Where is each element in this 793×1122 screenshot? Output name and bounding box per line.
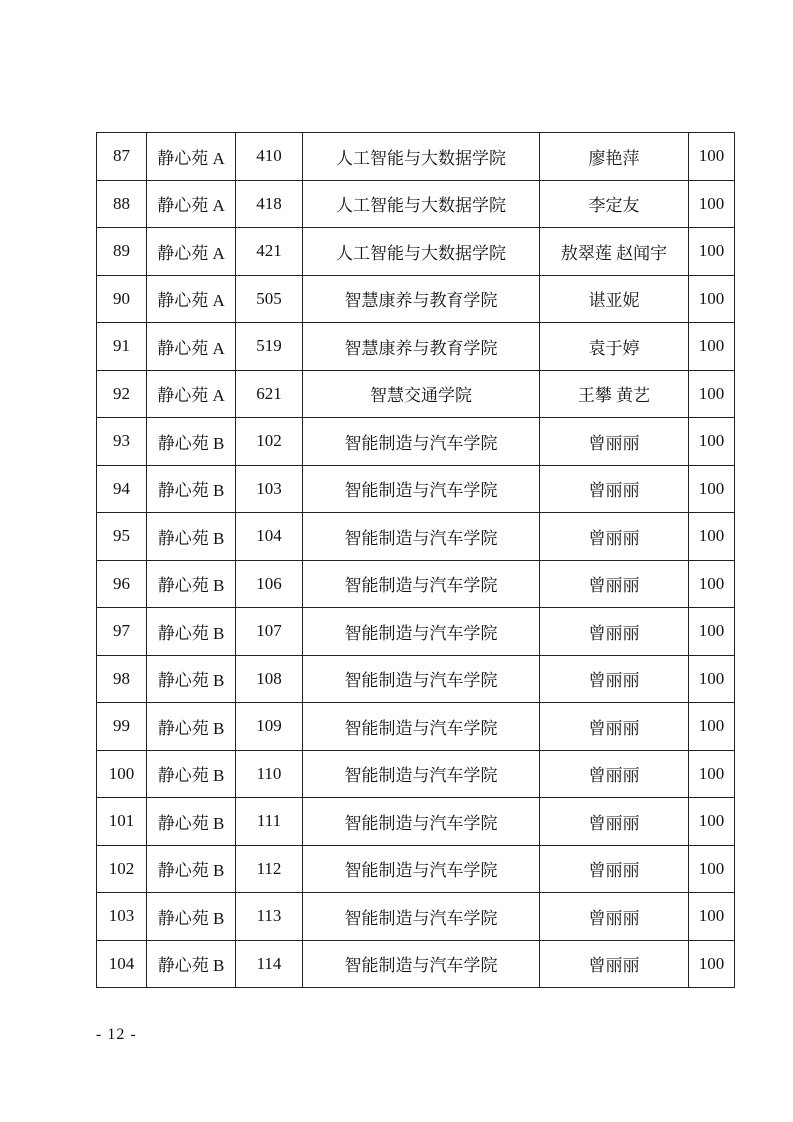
cell-name: 曾丽丽	[540, 750, 689, 798]
cell-index: 103	[97, 893, 147, 941]
cell-building: 静心苑 A	[147, 180, 236, 228]
cell-score: 100	[689, 465, 735, 513]
cell-score: 100	[689, 750, 735, 798]
cell-index: 87	[97, 133, 147, 181]
cell-room: 111	[236, 798, 303, 846]
cell-score: 100	[689, 798, 735, 846]
cell-name: 敖翠莲 赵闻宇	[540, 228, 689, 276]
cell-building: 静心苑 A	[147, 323, 236, 371]
cell-score: 100	[689, 703, 735, 751]
cell-room: 108	[236, 655, 303, 703]
table-row	[97, 750, 735, 798]
cell-index: 104	[97, 940, 147, 988]
cell-score: 100	[689, 275, 735, 323]
table-row	[97, 275, 735, 323]
cell-room: 410	[236, 133, 303, 181]
cell-room: 102	[236, 418, 303, 466]
cell-room: 109	[236, 703, 303, 751]
cell-name: 曾丽丽	[540, 845, 689, 893]
table-row	[97, 798, 735, 846]
cell-score: 100	[689, 845, 735, 893]
cell-score: 100	[689, 180, 735, 228]
cell-college: 智能制造与汽车学院	[303, 893, 540, 941]
cell-college: 智能制造与汽车学院	[303, 703, 540, 751]
cell-score: 100	[689, 893, 735, 941]
table-row	[97, 608, 735, 656]
cell-index: 92	[97, 370, 147, 418]
cell-index: 96	[97, 560, 147, 608]
cell-index: 101	[97, 798, 147, 846]
cell-score: 100	[689, 228, 735, 276]
cell-score: 100	[689, 370, 735, 418]
cell-building: 静心苑 B	[147, 703, 236, 751]
cell-room: 113	[236, 893, 303, 941]
cell-index: 94	[97, 465, 147, 513]
table-row	[97, 370, 735, 418]
cell-college: 人工智能与大数据学院	[303, 180, 540, 228]
cell-score: 100	[689, 323, 735, 371]
cell-college: 智慧康养与教育学院	[303, 275, 540, 323]
table-row	[97, 513, 735, 561]
cell-building: 静心苑 B	[147, 798, 236, 846]
cell-college: 智慧康养与教育学院	[303, 323, 540, 371]
cell-name: 曾丽丽	[540, 513, 689, 561]
cell-building: 静心苑 B	[147, 750, 236, 798]
cell-name: 王攀 黄艺	[540, 370, 689, 418]
table-body	[97, 133, 735, 988]
cell-index: 100	[97, 750, 147, 798]
cell-college: 智慧交通学院	[303, 370, 540, 418]
cell-college: 人工智能与大数据学院	[303, 133, 540, 181]
cell-college: 智能制造与汽车学院	[303, 608, 540, 656]
cell-name: 廖艳萍	[540, 133, 689, 181]
cell-building: 静心苑 B	[147, 893, 236, 941]
cell-index: 91	[97, 323, 147, 371]
table-row	[97, 418, 735, 466]
cell-index: 93	[97, 418, 147, 466]
cell-room: 418	[236, 180, 303, 228]
cell-building: 静心苑 B	[147, 560, 236, 608]
cell-name: 李定友	[540, 180, 689, 228]
cell-name: 曾丽丽	[540, 418, 689, 466]
cell-room: 505	[236, 275, 303, 323]
cell-index: 89	[97, 228, 147, 276]
cell-score: 100	[689, 513, 735, 561]
cell-building: 静心苑 B	[147, 465, 236, 513]
cell-building: 静心苑 A	[147, 228, 236, 276]
cell-building: 静心苑 A	[147, 370, 236, 418]
cell-building: 静心苑 B	[147, 418, 236, 466]
cell-building: 静心苑 B	[147, 513, 236, 561]
table-row	[97, 465, 735, 513]
cell-room: 421	[236, 228, 303, 276]
cell-index: 97	[97, 608, 147, 656]
cell-room: 106	[236, 560, 303, 608]
cell-building: 静心苑 B	[147, 655, 236, 703]
cell-college: 智能制造与汽车学院	[303, 940, 540, 988]
dormitory-score-table	[96, 132, 735, 988]
cell-room: 112	[236, 845, 303, 893]
cell-building: 静心苑 A	[147, 275, 236, 323]
cell-score: 100	[689, 655, 735, 703]
table-row	[97, 940, 735, 988]
cell-room: 114	[236, 940, 303, 988]
cell-index: 95	[97, 513, 147, 561]
cell-college: 人工智能与大数据学院	[303, 228, 540, 276]
cell-index: 102	[97, 845, 147, 893]
cell-room: 103	[236, 465, 303, 513]
table-row	[97, 133, 735, 181]
cell-score: 100	[689, 560, 735, 608]
cell-room: 110	[236, 750, 303, 798]
page-number: - 12 -	[96, 1026, 137, 1043]
cell-college: 智能制造与汽车学院	[303, 798, 540, 846]
table-row	[97, 703, 735, 751]
cell-building: 静心苑 B	[147, 940, 236, 988]
cell-index: 98	[97, 655, 147, 703]
cell-college: 智能制造与汽车学院	[303, 750, 540, 798]
cell-score: 100	[689, 418, 735, 466]
cell-name: 曾丽丽	[540, 940, 689, 988]
cell-name: 曾丽丽	[540, 703, 689, 751]
cell-college: 智能制造与汽车学院	[303, 418, 540, 466]
cell-college: 智能制造与汽车学院	[303, 465, 540, 513]
cell-college: 智能制造与汽车学院	[303, 560, 540, 608]
cell-building: 静心苑 B	[147, 608, 236, 656]
cell-room: 104	[236, 513, 303, 561]
cell-name: 谌亚妮	[540, 275, 689, 323]
cell-name: 曾丽丽	[540, 893, 689, 941]
cell-index: 99	[97, 703, 147, 751]
cell-name: 曾丽丽	[540, 560, 689, 608]
cell-index: 88	[97, 180, 147, 228]
table-row	[97, 845, 735, 893]
table-row	[97, 323, 735, 371]
table-row	[97, 560, 735, 608]
cell-college: 智能制造与汽车学院	[303, 845, 540, 893]
cell-name: 曾丽丽	[540, 798, 689, 846]
cell-room: 107	[236, 608, 303, 656]
cell-college: 智能制造与汽车学院	[303, 513, 540, 561]
cell-name: 曾丽丽	[540, 655, 689, 703]
cell-score: 100	[689, 608, 735, 656]
cell-room: 621	[236, 370, 303, 418]
cell-room: 519	[236, 323, 303, 371]
cell-name: 曾丽丽	[540, 608, 689, 656]
table-row	[97, 180, 735, 228]
table-row	[97, 893, 735, 941]
table-row	[97, 228, 735, 276]
cell-score: 100	[689, 940, 735, 988]
cell-college: 智能制造与汽车学院	[303, 655, 540, 703]
cell-building: 静心苑 B	[147, 845, 236, 893]
cell-name: 曾丽丽	[540, 465, 689, 513]
cell-name: 袁于婷	[540, 323, 689, 371]
cell-index: 90	[97, 275, 147, 323]
table-row	[97, 655, 735, 703]
cell-score: 100	[689, 133, 735, 181]
cell-building: 静心苑 A	[147, 133, 236, 181]
